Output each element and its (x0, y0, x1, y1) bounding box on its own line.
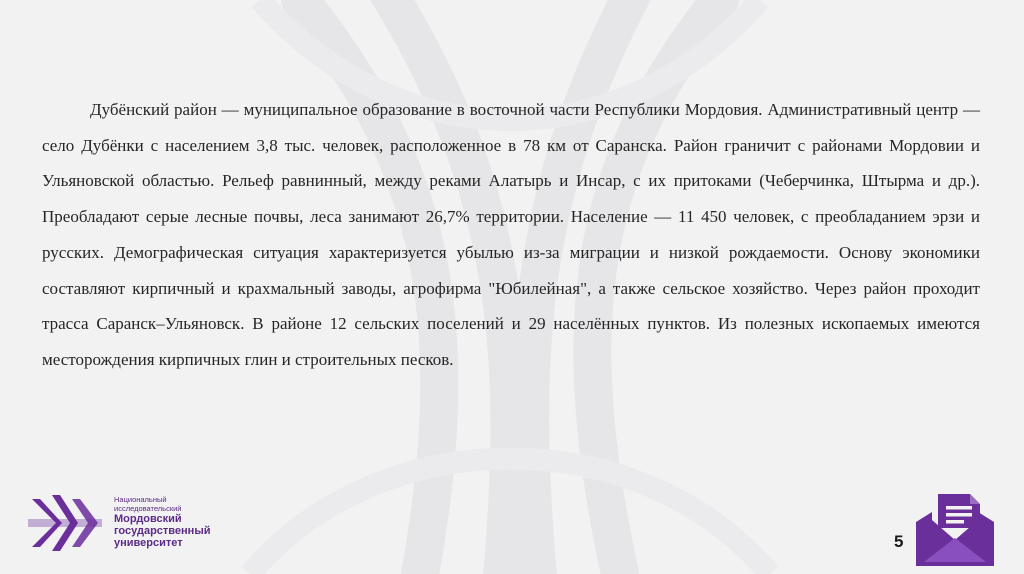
logo-line-5: университет (114, 537, 183, 549)
main-paragraph: Дубёнский район — муниципальное образование в восточной части Республики Мордовия. Административный центр — село Дубёнки с населением 3,8 тыс. человек, расположенное в 78 км от Саранска. Район граничит с районами Мордовии и Ульяновской областью. Рельеф равнинный, между реками Алатырь и Инсар, с их притоками (Чеберчинка, Штырма и др.). Преобладают серые лесные почвы, леса занимают 26,7% территории. Население — 11 450 человек, с преобладанием эрзи и русских. Демографическая ситуация характеризуется убылью из-за миграции и низкой рождаемости. Основу экономики составляют кирпичный и крахмальный заводы, агрофирма "Юбилейная", а также сельское хозяйство. Через район проходит трасса Саранск–Ульяновск. В районе 12 сельских поселений и 29 населённых пунктов. Из полезных ископаемых имеются месторождения кирпичных глин и строительных песков. (42, 100, 980, 369)
logo-text (114, 496, 210, 549)
logo-line-4: государственный (114, 525, 211, 537)
logo-line-3: Мордовский (114, 513, 182, 525)
envelope-document-icon (910, 488, 1000, 568)
page-number: 5 (894, 532, 904, 551)
university-logo (26, 493, 226, 559)
logo-line-2: исследовательский (114, 503, 182, 513)
logo-line-1: Национальный (114, 495, 167, 504)
university-logo-mark-icon (26, 493, 106, 553)
